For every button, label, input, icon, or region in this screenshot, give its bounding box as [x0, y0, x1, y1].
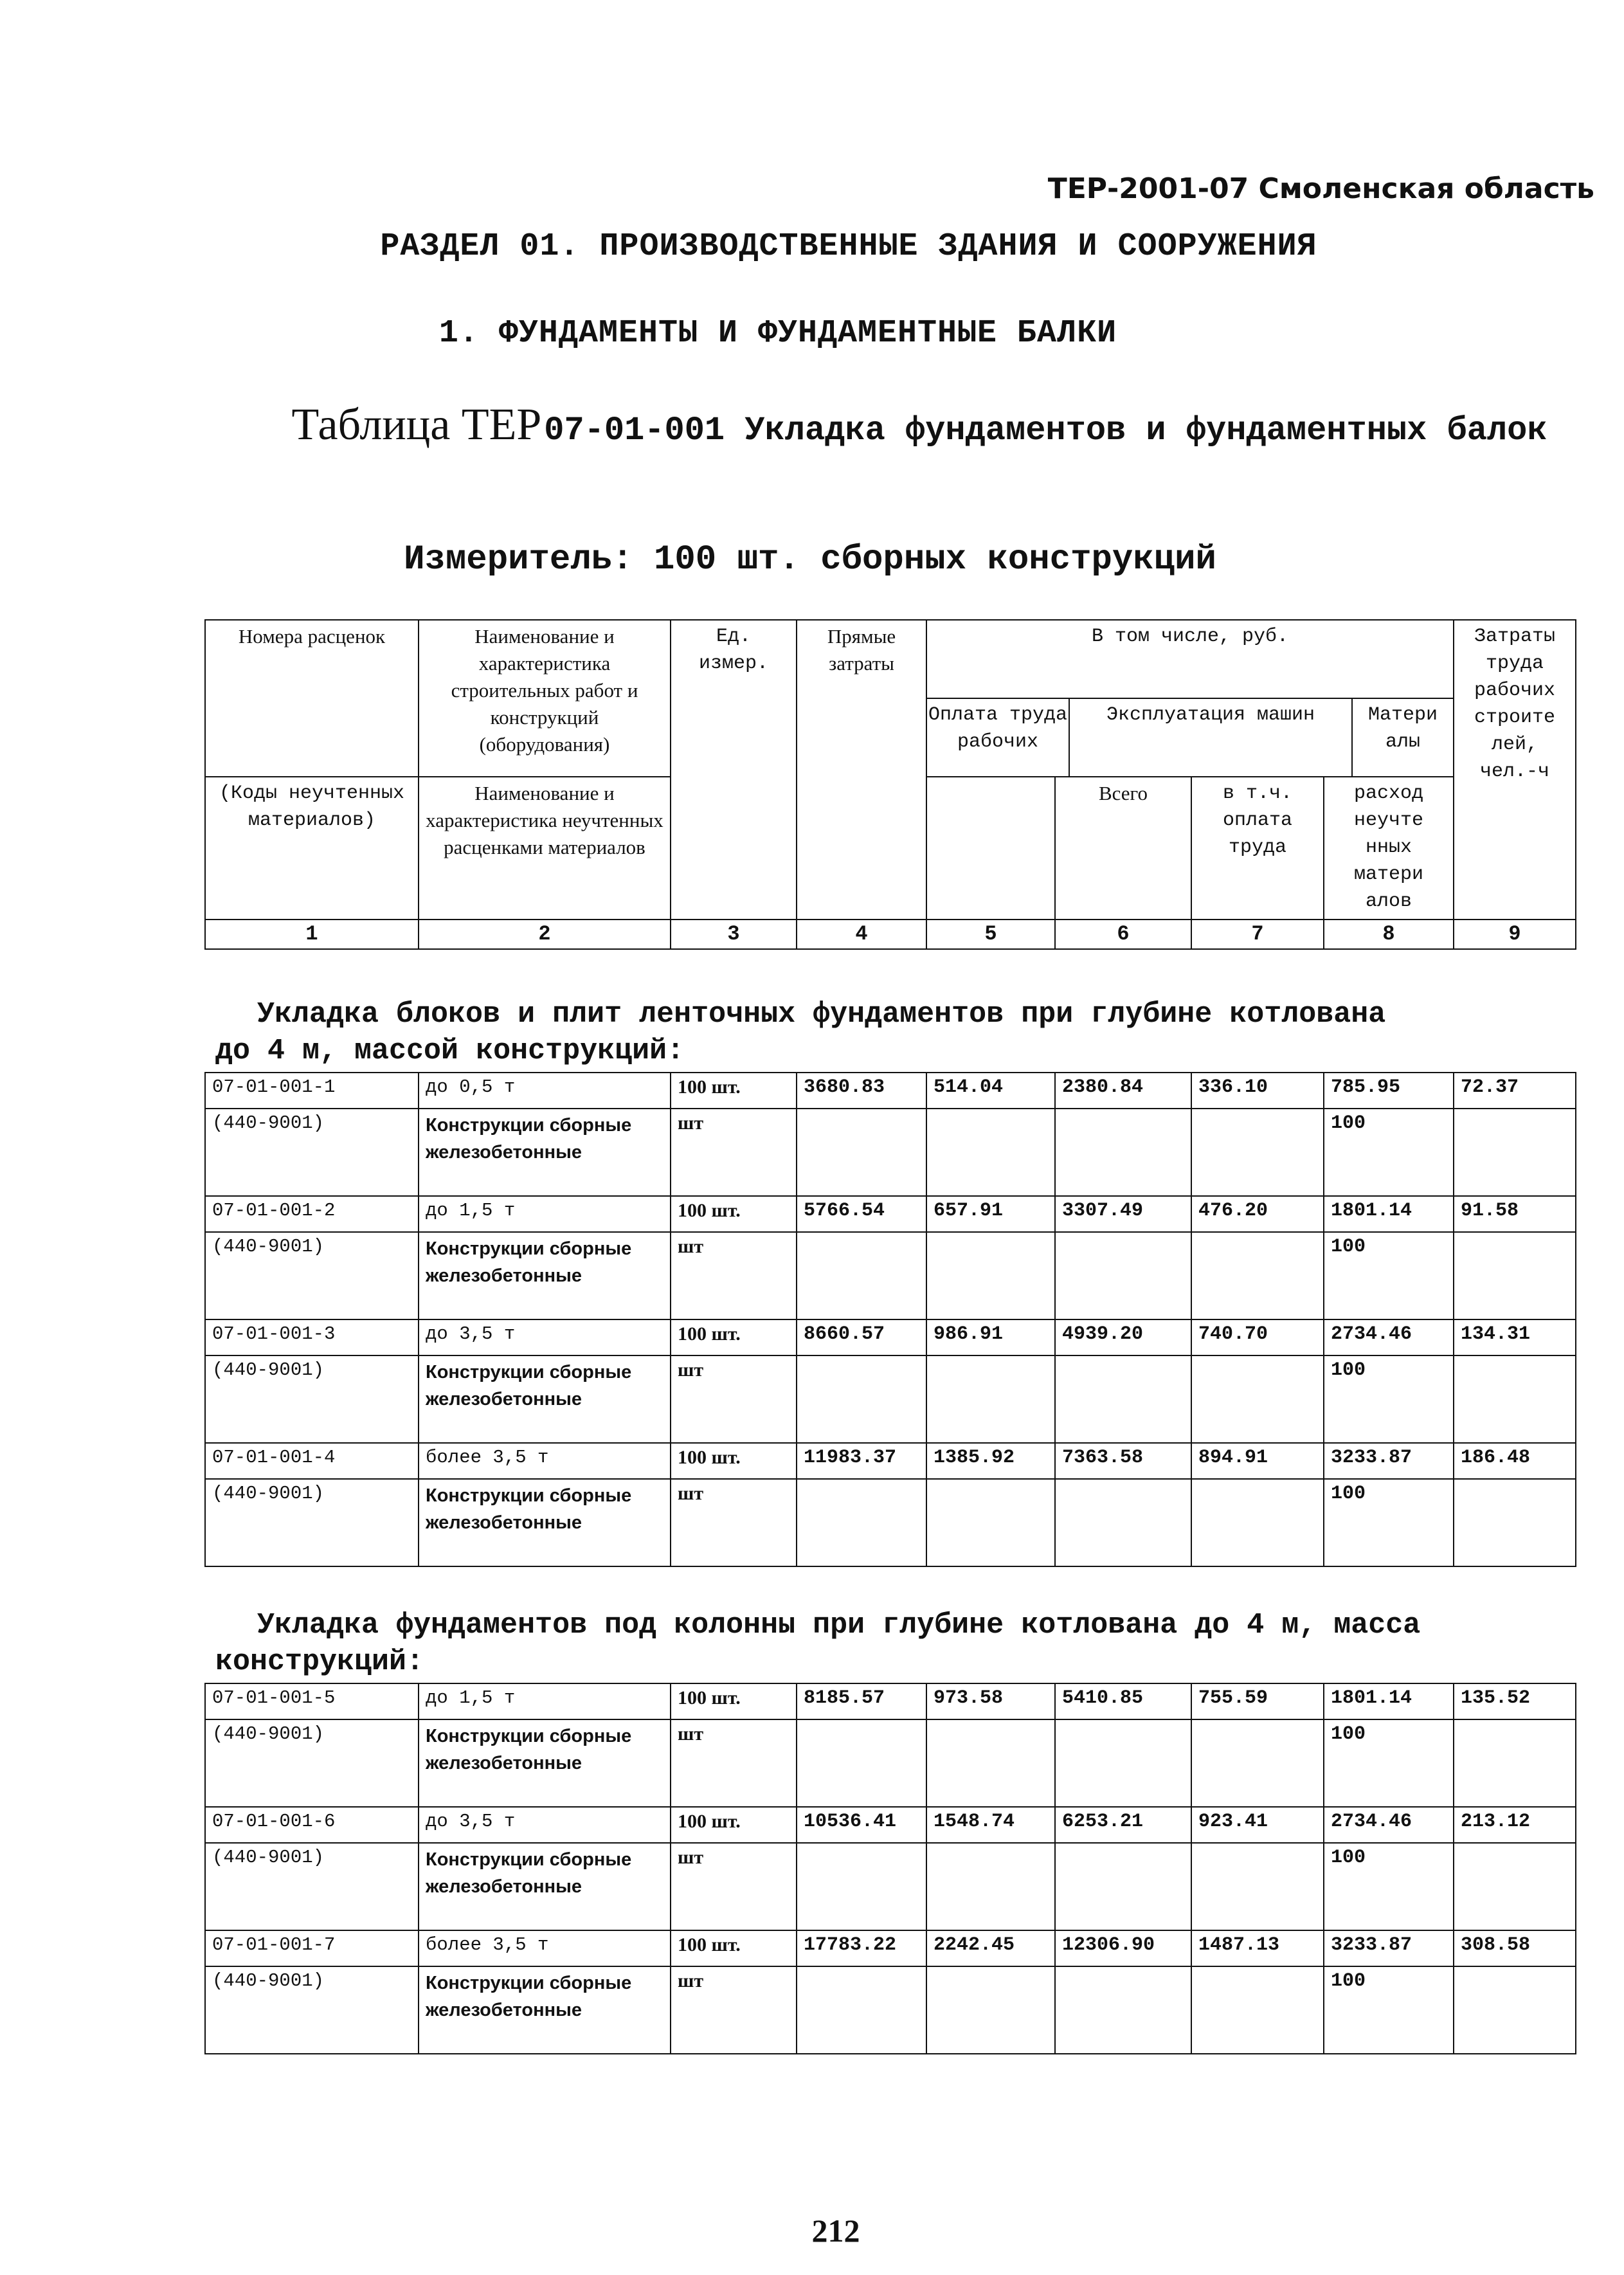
cell-labor-hours: 135.52	[1454, 1683, 1576, 1719]
cell-machines-labor: 476.20	[1191, 1196, 1324, 1232]
cell-labor-pay	[926, 1232, 1055, 1319]
col-number: 9	[1454, 920, 1576, 949]
cell-direct-costs	[797, 1966, 926, 2054]
rate-row	[205, 1930, 1576, 1966]
cell-machines: 7363.58	[1055, 1443, 1191, 1479]
col-number: 1	[205, 920, 419, 949]
cell-direct-costs	[797, 1719, 926, 1807]
cell-name: Конструкции сборные железобетонные	[419, 1843, 671, 1930]
cell-unit: 100 шт.	[671, 1196, 797, 1232]
cell-name: Конструкции сборные железобетонные	[419, 1109, 671, 1196]
cell-materials: 100	[1324, 1109, 1454, 1196]
cell-machines-labor	[1191, 1109, 1324, 1196]
cell-labor-pay	[926, 1109, 1055, 1196]
cell-labor-hours: 72.37	[1454, 1073, 1576, 1109]
cell-materials: 1801.14	[1324, 1196, 1454, 1232]
cell-unit: шт	[671, 1355, 797, 1443]
cell-direct-costs: 10536.41	[797, 1807, 926, 1843]
cell-materials: 785.95	[1324, 1073, 1454, 1109]
header-empty-labor	[926, 777, 1055, 920]
cell-labor-pay	[926, 1479, 1055, 1566]
header-unit: Ед. измер.	[671, 620, 797, 920]
cell-name: Конструкции сборные железобетонные	[419, 1966, 671, 2054]
material-row	[205, 1719, 1576, 1807]
cell-direct-costs: 8660.57	[797, 1319, 926, 1355]
header-codes: Номера расценок	[205, 620, 419, 777]
rate-row	[205, 1319, 1576, 1355]
cell-machines: 2380.84	[1055, 1073, 1191, 1109]
rate-row	[205, 1196, 1576, 1232]
cell-machines: 12306.90	[1055, 1930, 1191, 1966]
cell-unit: 100 шт.	[671, 1073, 797, 1109]
cell-labor-hours: 186.48	[1454, 1443, 1576, 1479]
cell-labor-pay: 1548.74	[926, 1807, 1055, 1843]
header-machines: Эксплуатация машин	[1070, 699, 1353, 776]
cell-materials: 100	[1324, 1966, 1454, 2054]
cell-unit: шт	[671, 1479, 797, 1566]
cell-name: более 3,5 т	[419, 1930, 671, 1966]
header-labor-pay: Оплата труда рабочих	[927, 699, 1070, 776]
cell-code: (440-9001)	[205, 1355, 419, 1443]
cell-machines	[1055, 1109, 1191, 1196]
cell-machines-labor: 740.70	[1191, 1319, 1324, 1355]
cell-name: до 1,5 т	[419, 1196, 671, 1232]
cell-labor-pay	[926, 1719, 1055, 1807]
cell-direct-costs: 8185.57	[797, 1683, 926, 1719]
cell-labor-hours	[1454, 1966, 1576, 2054]
cell-unit: 100 шт.	[671, 1683, 797, 1719]
col-number: 8	[1324, 920, 1454, 949]
cell-machines: 4939.20	[1055, 1319, 1191, 1355]
cell-machines-labor: 336.10	[1191, 1073, 1324, 1109]
cell-labor-hours: 91.58	[1454, 1196, 1576, 1232]
cell-materials: 100	[1324, 1479, 1454, 1566]
cell-machines	[1055, 1479, 1191, 1566]
cell-code: (440-9001)	[205, 1232, 419, 1319]
cell-code: (440-9001)	[205, 1966, 419, 2054]
cell-code: 07-01-001-3	[205, 1319, 419, 1355]
cell-machines-labor: 894.91	[1191, 1443, 1324, 1479]
cell-machines-labor: 1487.13	[1191, 1930, 1324, 1966]
cell-labor-pay: 1385.92	[926, 1443, 1055, 1479]
cell-labor-hours: 308.58	[1454, 1930, 1576, 1966]
cell-labor-pay: 2242.45	[926, 1930, 1055, 1966]
cell-labor-hours	[1454, 1109, 1576, 1196]
header-materials: Матери алы	[1368, 704, 1438, 753]
cell-labor-pay: 514.04	[926, 1073, 1055, 1109]
group1-table	[204, 1072, 1576, 1567]
material-row	[205, 1109, 1576, 1196]
cell-name: до 0,5 т	[419, 1073, 671, 1109]
header-including-label: В том числе, руб.	[927, 621, 1453, 699]
cell-name: Конструкции сборные железобетонные	[419, 1232, 671, 1319]
cell-unit: 100 шт.	[671, 1443, 797, 1479]
header-including-subcols	[927, 699, 1453, 776]
cell-direct-costs	[797, 1843, 926, 1930]
cell-unit: шт	[671, 1843, 797, 1930]
col-number: 4	[797, 920, 926, 949]
cell-labor-hours	[1454, 1719, 1576, 1807]
cell-unit: шт	[671, 1719, 797, 1807]
cell-code: 07-01-001-7	[205, 1930, 419, 1966]
cell-machines	[1055, 1232, 1191, 1319]
cell-machines-labor	[1191, 1843, 1324, 1930]
cell-direct-costs	[797, 1355, 926, 1443]
cell-materials: 3233.87	[1324, 1930, 1454, 1966]
cell-labor-pay	[926, 1966, 1055, 2054]
col-number: 6	[1055, 920, 1191, 949]
rate-row	[205, 1807, 1576, 1843]
cell-name: более 3,5 т	[419, 1443, 671, 1479]
cell-machines: 5410.85	[1055, 1683, 1191, 1719]
cell-labor-hours: 134.31	[1454, 1319, 1576, 1355]
header-materials-unaccounted: расход неучте нных матери алов	[1324, 777, 1454, 920]
cell-name: Конструкции сборные железобетонные	[419, 1479, 671, 1566]
header-direct-costs: Прямые затраты	[797, 620, 926, 920]
group1-title-cont: до 4 м, массой конструкций:	[215, 1035, 685, 1067]
cell-direct-costs	[797, 1479, 926, 1566]
cell-materials: 2734.46	[1324, 1807, 1454, 1843]
cell-code: (440-9001)	[205, 1719, 419, 1807]
cell-code: (440-9001)	[205, 1479, 419, 1566]
cell-machines-labor	[1191, 1232, 1324, 1319]
rate-row	[205, 1443, 1576, 1479]
section-title: РАЗДЕЛ 01. ПРОИЗВОДСТВЕННЫЕ ЗДАНИЯ И СООРУЖЕНИЯ	[380, 228, 1317, 265]
cell-materials: 100	[1324, 1355, 1454, 1443]
cell-machines: 3307.49	[1055, 1196, 1191, 1232]
header-machines-total: Всего	[1055, 777, 1191, 920]
cell-machines-labor	[1191, 1719, 1324, 1807]
cell-labor-hours	[1454, 1232, 1576, 1319]
cell-code: 07-01-001-6	[205, 1807, 419, 1843]
document-reference: ТЕР-2001-07 Смоленская область	[1047, 172, 1594, 205]
group2-title-cont: конструкций:	[215, 1645, 424, 1678]
cell-machines-labor	[1191, 1479, 1324, 1566]
material-row	[205, 1843, 1576, 1930]
cell-unit: шт	[671, 1966, 797, 2054]
cell-machines-labor: 755.59	[1191, 1683, 1324, 1719]
cell-labor-hours	[1454, 1355, 1576, 1443]
subsection-title: 1. ФУНДАМЕНТЫ И ФУНДАМЕНТНЫЕ БАЛКИ	[438, 315, 1117, 352]
cell-machines	[1055, 1355, 1191, 1443]
cell-direct-costs	[797, 1109, 926, 1196]
cell-unit: 100 шт.	[671, 1807, 797, 1843]
cell-unit: 100 шт.	[671, 1930, 797, 1966]
cell-labor-hours	[1454, 1479, 1576, 1566]
cell-name: до 3,5 т	[419, 1807, 671, 1843]
material-row	[205, 1966, 1576, 2054]
material-row	[205, 1355, 1576, 1443]
cell-materials: 3233.87	[1324, 1443, 1454, 1479]
header-table	[204, 619, 1576, 950]
cell-machines-labor	[1191, 1355, 1324, 1443]
cell-labor-pay: 973.58	[926, 1683, 1055, 1719]
header-including	[926, 620, 1454, 777]
cell-labor-hours	[1454, 1843, 1576, 1930]
cell-code: (440-9001)	[205, 1109, 419, 1196]
cell-code: 07-01-001-4	[205, 1443, 419, 1479]
cell-code: (440-9001)	[205, 1843, 419, 1930]
cell-name: Конструкции сборные железобетонные	[419, 1719, 671, 1807]
rate-row	[205, 1073, 1576, 1109]
cell-direct-costs: 5766.54	[797, 1196, 926, 1232]
cell-code: 07-01-001-1	[205, 1073, 419, 1109]
col-number: 3	[671, 920, 797, 949]
cell-code: 07-01-001-2	[205, 1196, 419, 1232]
cell-labor-pay	[926, 1843, 1055, 1930]
cell-materials: 100	[1324, 1232, 1454, 1319]
col-number: 2	[419, 920, 671, 949]
table-title-prefix: Таблица ТЕР	[291, 400, 542, 449]
header-material-codes: (Коды неучтенных материалов)	[205, 777, 419, 920]
cell-machines	[1055, 1719, 1191, 1807]
material-row	[205, 1479, 1576, 1566]
cell-labor-pay: 657.91	[926, 1196, 1055, 1232]
cell-machines	[1055, 1966, 1191, 2054]
cell-materials: 100	[1324, 1719, 1454, 1807]
col-number: 5	[926, 920, 1055, 949]
material-row	[205, 1232, 1576, 1319]
cell-labor-pay	[926, 1355, 1055, 1443]
group2-title: Укладка фундаментов под колонны при глубине котлована до 4 м, масса	[257, 1609, 1421, 1642]
cell-name: Конструкции сборные железобетонные	[419, 1355, 671, 1443]
table-title	[244, 402, 1594, 460]
header-work-name: Наименование и характеристика строительных работ и конструкций (оборудования)	[419, 620, 671, 777]
col-number: 7	[1191, 920, 1324, 949]
header-labor-hours: Затраты труда рабочих строите лей, чел.-ч	[1454, 620, 1576, 920]
cell-materials: 2734.46	[1324, 1319, 1454, 1355]
cell-labor-pay: 986.91	[926, 1319, 1055, 1355]
group2-table	[204, 1683, 1576, 2054]
rate-row	[205, 1683, 1576, 1719]
cell-materials: 1801.14	[1324, 1683, 1454, 1719]
cell-direct-costs	[797, 1232, 926, 1319]
group1-title: Укладка блоков и плит ленточных фундаментов при глубине котлована	[257, 998, 1386, 1031]
measure-unit: Измеритель: 100 шт. сборных конструкций	[404, 540, 1216, 579]
header-machines-labor: в т.ч. оплата труда	[1191, 777, 1324, 920]
cell-labor-hours: 213.12	[1454, 1807, 1576, 1843]
page-number: 212	[811, 2213, 860, 2249]
cell-unit: шт	[671, 1232, 797, 1319]
cell-code: 07-01-001-5	[205, 1683, 419, 1719]
cell-machines-labor: 923.41	[1191, 1807, 1324, 1843]
table-title-name: 07-01-001 Укладка фундаментов и фундаментных балок	[544, 412, 1547, 449]
cell-name: до 3,5 т	[419, 1319, 671, 1355]
cell-machines-labor	[1191, 1966, 1324, 2054]
cell-materials: 100	[1324, 1843, 1454, 1930]
cell-machines: 6253.21	[1055, 1807, 1191, 1843]
cell-direct-costs: 3680.83	[797, 1073, 926, 1109]
cell-unit: 100 шт.	[671, 1319, 797, 1355]
cell-direct-costs: 17783.22	[797, 1930, 926, 1966]
cell-unit: шт	[671, 1109, 797, 1196]
cell-direct-costs: 11983.37	[797, 1443, 926, 1479]
cell-name: до 1,5 т	[419, 1683, 671, 1719]
header-material-name: Наименование и характеристика неучтенных расценками материалов	[419, 777, 671, 920]
cell-machines	[1055, 1843, 1191, 1930]
